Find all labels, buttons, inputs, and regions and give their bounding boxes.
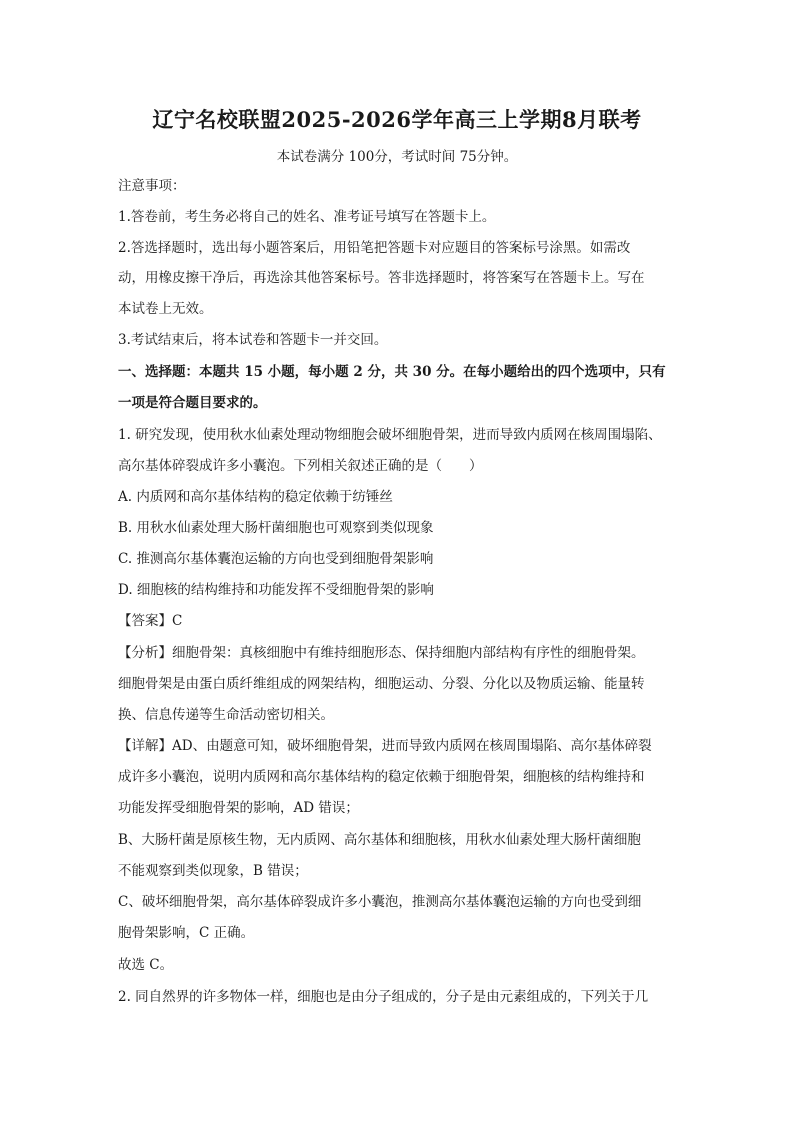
section-heading: 一、选择题：本题共 15 小题，每小题 2 分，共 30 分。在每小题给出的四个选项中，只有 [118, 364, 666, 380]
analysis-cont: 换、信息传递等生命活动密切相关。 [118, 707, 334, 723]
explanation-b-cont: 不能观察到类似现象，B 错误； [118, 863, 308, 879]
explanation-cont: 成许多小囊泡，说明内质网和高尔基体结构的稳定依赖于细胞骨架，细胞核的结构维持和 [118, 769, 645, 785]
notice-item-2: 2.答选择题时，选出每小题答案后，用铅笔把答题卡对应题目的答案标号涂黑。如需改 [118, 240, 631, 256]
notice-item-3: 3.考试结束后，将本试卷和答题卡一并交回。 [118, 332, 388, 348]
question-2-stem: 2. 同自然界的许多物体一样，细胞也是由分子组成的，分子是由元素组成的，下列关于几 [118, 989, 649, 1005]
option-c: C. 推测高尔基体囊泡运输的方向也受到细胞骨架影响 [118, 551, 434, 567]
notice-heading: 注意事项： [118, 178, 186, 194]
option-d: D. 细胞核的结构维持和功能发挥不受细胞骨架的影响 [118, 582, 434, 598]
exam-info: 本试卷满分 100分，考试时间 75分钟。 [276, 149, 518, 165]
analysis: 【分析】细胞骨架：真核细胞中有维持细胞形态、保持细胞内部结构有序性的细胞骨架。 [118, 645, 645, 661]
answer: 【答案】C [118, 613, 183, 629]
section-heading-cont: 一项是符合题目要求的。 [118, 395, 267, 411]
explanation-c-cont: 胞骨架影响，C 正确。 [118, 925, 255, 941]
notice-item-2-cont: 本试卷上无效。 [118, 301, 213, 317]
explanation-c: C、破坏细胞骨架，高尔基体碎裂成许多小囊泡，推测高尔基体囊泡运输的方向也受到细 [118, 894, 642, 910]
conclusion: 故选 C。 [118, 957, 174, 973]
question-1-stem-cont: 高尔基体碎裂成许多小囊泡。下列相关叙述正确的是（ ） [118, 458, 483, 474]
explanation-b: B、大肠杆菌是原核生物，无内质网、高尔基体和细胞核，用秋水仙素处理大肠杆菌细胞 [118, 832, 641, 848]
analysis-cont: 细胞骨架是由蛋白质纤维组成的网架结构，细胞运动、分裂、分化以及物质运输、能量转 [118, 676, 645, 692]
notice-item-1: 1.答卷前，考生务必将自己的姓名、准考证号填写在答题卡上。 [118, 209, 496, 225]
explanation-cont: 功能发挥受细胞骨架的影响，AD 错误； [118, 800, 359, 816]
page-title: 辽宁名校联盟2025-2026学年高三上学期8月联考 [152, 107, 642, 132]
explanation: 【详解】AD、由题意可知，破坏细胞骨架，进而导致内质网在核周围塌陷、高尔基体碎裂 [118, 738, 652, 754]
option-a: A. 内质网和高尔基体结构的稳定依赖于纺锤丝 [118, 489, 393, 505]
option-b: B. 用秋水仙素处理大肠杆菌细胞也可观察到类似现象 [118, 520, 434, 536]
question-1-stem: 1. 研究发现，使用秋水仙素处理动物细胞会破坏细胞骨架，进而导致内质网在核周围塌陷、 [118, 427, 662, 443]
notice-item-2-cont: 动，用橡皮擦干净后，再选涂其他答案标号。答非选择题时，将答案写在答题卡上。写在 [118, 270, 645, 286]
